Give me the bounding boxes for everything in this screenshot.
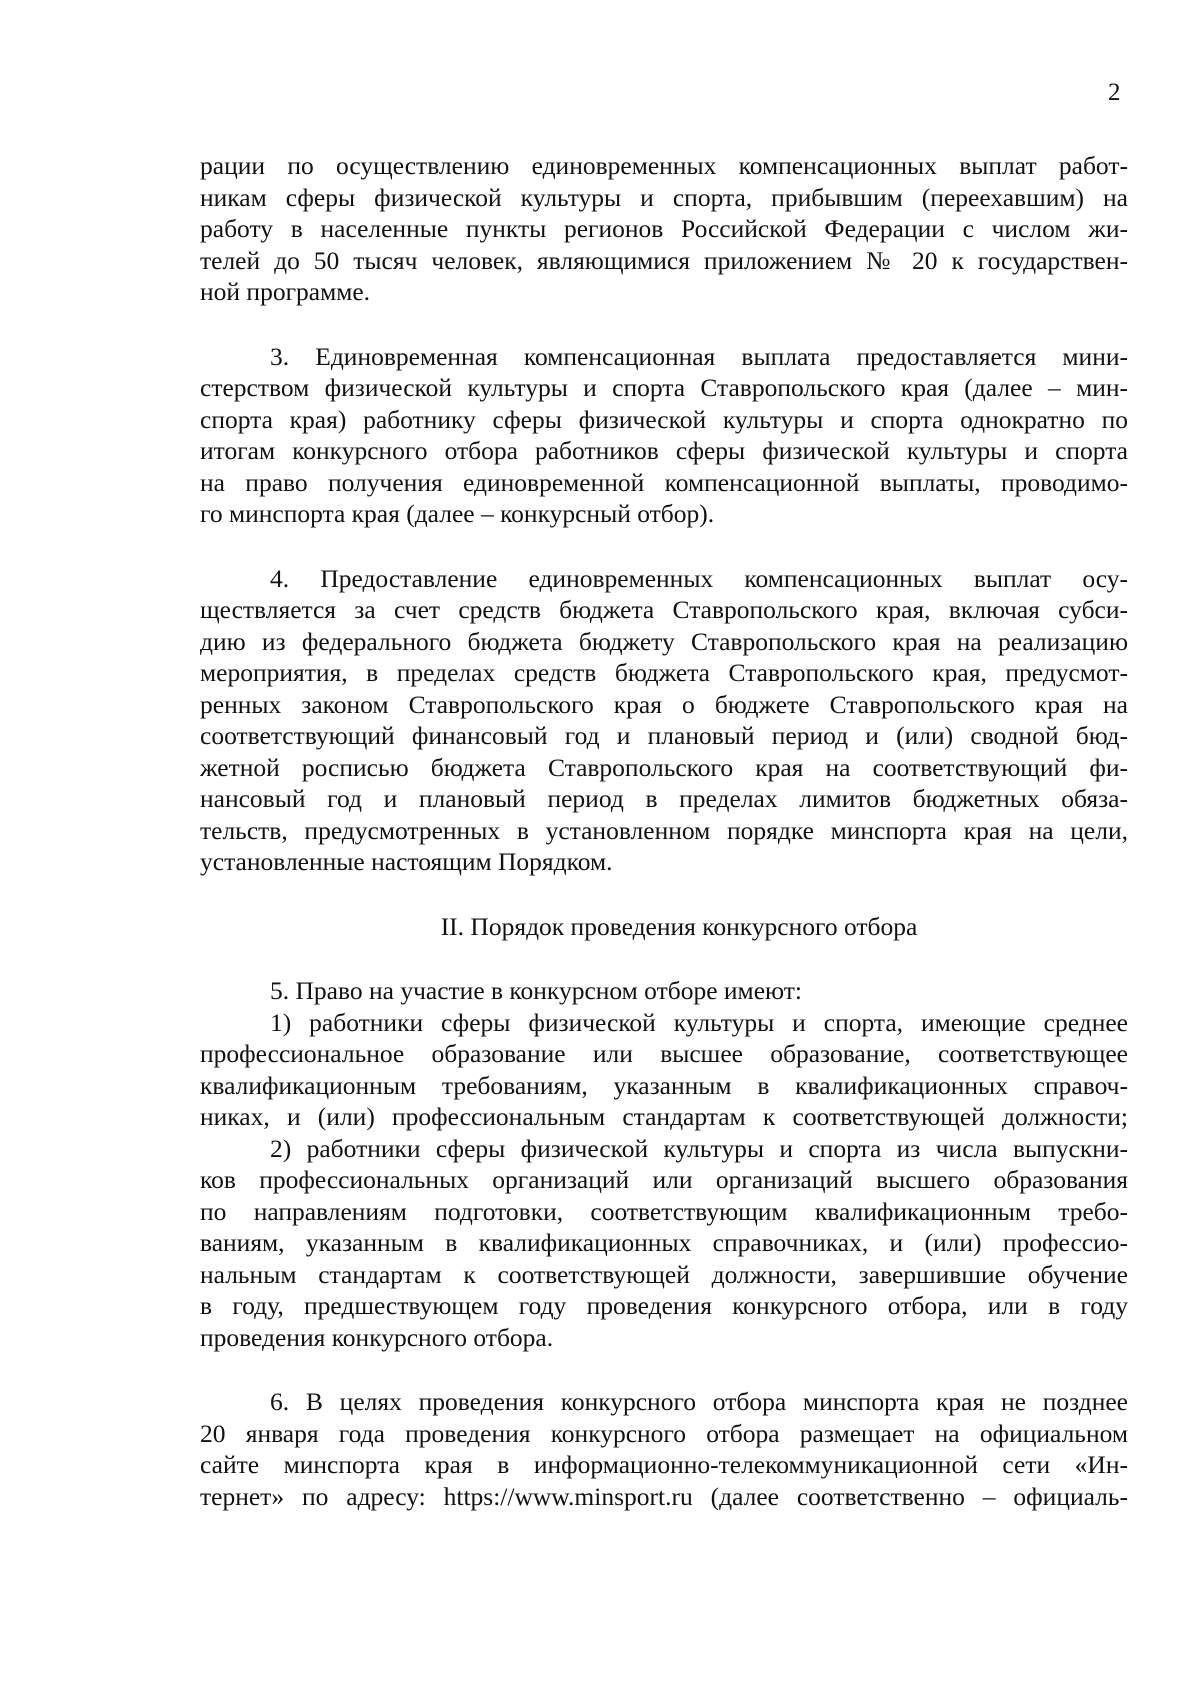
list-item-2 — [200, 1133, 1128, 1354]
text-line: по направлениям подготовки, соответствующим квалификационным требо- — [200, 1196, 1128, 1226]
text-line: 20 января года проведения конкурсного отбора размещает на официальном — [200, 1418, 1128, 1448]
text-line: телей до 50 тысяч человек, являющимися приложением № 20 к государствен- — [200, 245, 1128, 275]
text-line: итогам конкурсного отбора работников сферы физической культуры и спорта — [200, 436, 1128, 465]
text-line: в году, предшествующем году проведения конкурсного отбора, или в году — [200, 1291, 1128, 1320]
text-line: ществляется за счет средств бюджета Ставропольского края, включая субси- — [200, 595, 1128, 624]
text-line: рации по осуществлению единовременных компенсационных выплат работ- — [200, 151, 1128, 180]
text-line: тельств, предусмотренных в установленном порядке минспорта края на цели, — [200, 815, 1128, 845]
text-line: соответствующий финансовый год и плановый период и (или) сводной бюд- — [200, 721, 1128, 750]
text-line: спорта края) работнику сферы физической культуры и спорта однократно по — [200, 404, 1128, 434]
paragraph-6 — [200, 1386, 1128, 1512]
page-number: 2 — [1108, 79, 1121, 106]
text-line: стерством физической культуры и спорта Ставропольского края (далее – мин- — [200, 373, 1128, 402]
text-line: ков профессиональных организаций или организаций высшего образования — [200, 1165, 1128, 1194]
text-line: на право получения единовременной компенсационной выплаты, проводимо- — [200, 467, 1128, 497]
text-line: работу в населенные пункты регионов Российской Федерации с числом жи- — [200, 214, 1128, 243]
text-line: проведения конкурсного отбора. — [200, 1322, 554, 1352]
paragraph-continuation — [200, 150, 1128, 308]
text-line: жетной росписью бюджета Ставропольского края на соответствующий фи- — [200, 752, 1128, 782]
text-line: ренных законом Ставропольского края о бюджете Ставропольского края на — [200, 689, 1128, 719]
text-line: мероприятия, в пределах средств бюджета Ставропольского края, предусмот- — [200, 658, 1128, 687]
text-line: 1) работники сферы физической культуры и спорта, имеющие среднее — [270, 1007, 1128, 1037]
text-line: установленные настоящим Порядком. — [200, 847, 613, 876]
list-item-1 — [200, 1007, 1128, 1133]
text-line: ной программе. — [200, 277, 371, 306]
document-body — [200, 150, 1128, 1512]
text-line: профессиональное образование или высшее образование, соответствующее — [200, 1039, 1128, 1068]
paragraph-4 — [200, 563, 1128, 878]
text-line: нальным стандартам к соответствующей должности, завершившие обучение — [200, 1259, 1128, 1289]
text-line: 4. Предоставление единовременных компенсационных выплат осу- — [270, 563, 1128, 593]
paragraph-5 — [200, 975, 1128, 1007]
text-line: ваниям, указанным в квалификационных справочниках, и (или) профессио- — [200, 1228, 1128, 1257]
text-line: 3. Единовременная компенсационная выплата предоставляется мини- — [270, 341, 1128, 371]
text-line: никам сферы физической культуры и спорта, прибывшим (переехавшим) на — [200, 182, 1128, 212]
paragraph-3 — [200, 341, 1128, 530]
text-line: квалификационным требованиям, указанным в квалификационных справоч- — [200, 1070, 1128, 1100]
text-line: никах, и (или) профессиональным стандартам к соответствующей должности; — [200, 1102, 1128, 1131]
section-heading: II. Порядок проведения конкурсного отбора — [440, 911, 918, 941]
text-line: 6. В целях проведения конкурсного отбора минспорта края не позднее — [270, 1387, 1128, 1416]
text-line: сайте минспорта края в информационно-телекоммуникационной сети «Ин- — [200, 1450, 1128, 1479]
text-line: нансовый год и плановый период в пределах лимитов бюджетных обяза- — [200, 784, 1128, 813]
text-line: тернет» по адресу: https://www.minsport.ru (далее соответственно – официаль- — [200, 1481, 1128, 1511]
text-line: 2) работники сферы физической культуры и спорта из числа выпускни- — [270, 1133, 1128, 1163]
text-line: го минспорта края (далее – конкурсный отбор). — [200, 499, 715, 528]
text-line: дию из федерального бюджета бюджету Ставропольского края на реализацию — [200, 626, 1128, 656]
text-line: 5. Право на участие в конкурсном отборе имеют: — [270, 976, 802, 1005]
